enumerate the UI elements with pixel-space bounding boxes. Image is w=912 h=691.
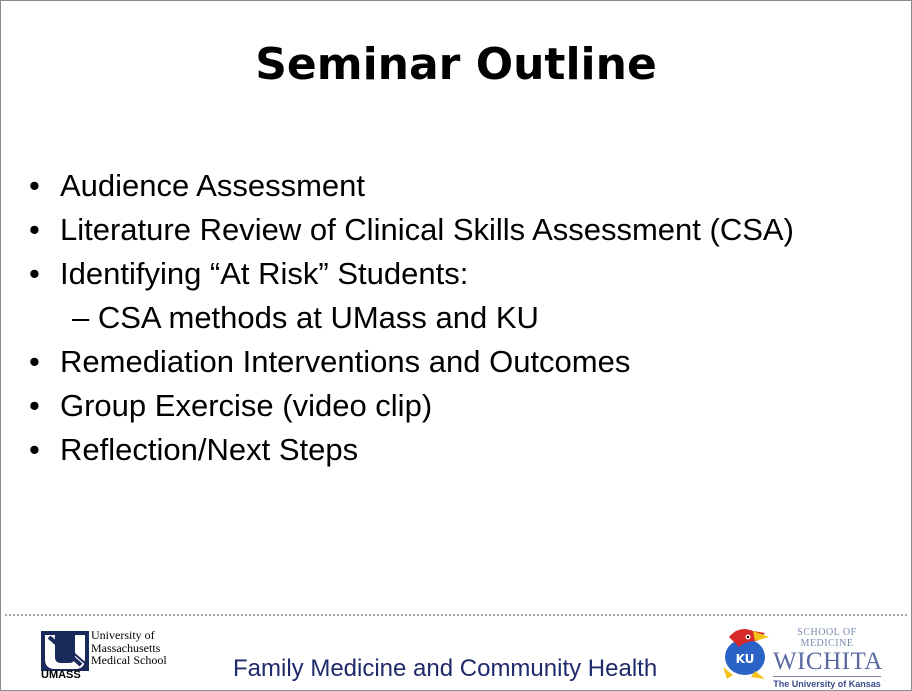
- umass-wordmark: UMASS: [41, 669, 81, 681]
- umass-line: University of: [91, 628, 155, 642]
- slide-title: Seminar Outline: [255, 39, 657, 90]
- bullet-dot: •: [29, 256, 40, 291]
- sub-list-item: [29, 296, 794, 340]
- list-item: [29, 252, 794, 296]
- footer-department: Family Medicine and Community Health: [233, 655, 658, 682]
- ku-campus-name: WICHITA: [773, 648, 883, 675]
- umass-name: [91, 629, 167, 667]
- list-item-text: Group Exercise (video clip): [60, 388, 433, 423]
- ku-wichita-logo: [715, 623, 883, 689]
- umass-logo: [41, 629, 191, 683]
- jayhawk-label: KU: [735, 652, 755, 666]
- bullet-dot: •: [29, 432, 40, 467]
- bullet-list: [29, 164, 794, 472]
- list-item-text: Reflection/Next Steps: [60, 432, 359, 467]
- list-item: [29, 384, 794, 428]
- list-item-text: Literature Review of Clinical Skills Assessment (CSA): [60, 212, 794, 247]
- bullet-dot: •: [29, 388, 40, 423]
- list-item: [29, 164, 794, 208]
- jayhawk-mascot-icon: [715, 623, 773, 681]
- list-item-text: Audience Assessment: [60, 168, 366, 203]
- list-item-text: Remediation Interventions and Outcomes: [60, 344, 631, 379]
- sub-list-item-text: – CSA methods at UMass and KU: [72, 300, 539, 335]
- list-item-text: Identifying “At Risk” Students:: [60, 256, 469, 291]
- footer-divider: [5, 614, 907, 616]
- list-item: [29, 428, 794, 472]
- umass-line: Massachusetts: [91, 640, 161, 655]
- ku-university-label: The University of Kansas: [773, 676, 881, 689]
- bullet-dot: •: [29, 212, 40, 247]
- ku-school-label: SCHOOL OF MEDICINE: [797, 627, 857, 649]
- ku-text-block: [773, 627, 881, 689]
- umass-line: Medical School: [91, 653, 167, 667]
- umass-shield-icon: [41, 631, 89, 671]
- list-item: [29, 208, 794, 252]
- bullet-dot: •: [29, 168, 40, 203]
- bullet-dot: •: [29, 344, 40, 379]
- list-item: [29, 340, 794, 384]
